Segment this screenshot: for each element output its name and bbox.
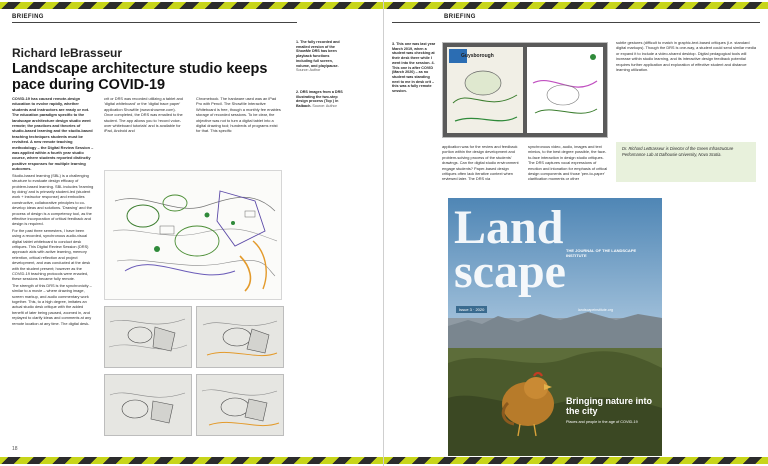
drs-screenshot-1 <box>104 306 192 368</box>
caption-2-credit: Source: Author <box>312 104 337 109</box>
right-page <box>384 0 768 466</box>
drs-map-svg <box>197 375 283 435</box>
body-column-3 <box>196 96 282 164</box>
top-hazard-stripe <box>0 2 383 9</box>
section-kicker: BRIEFING <box>12 14 44 20</box>
body-column-c: subtle gestures (difficult to match in graphic-text-based critiques (i.e. standard digital markups). Though the DRS is one-way, a student could send similar media or expand it to include a video-shared desktop. Digital pedagogical tools will increase within studio learning, and its interactive design feedback potential requires further application and exploration of effective student and distance learning utilization. <box>616 40 756 73</box>
caption-1-credit: Source: Author <box>296 68 321 73</box>
top-hazard-stripe <box>384 2 768 9</box>
cover-masthead <box>454 201 566 298</box>
cover-masthead-line-1: Land <box>454 201 564 254</box>
body-column-b: synchronous video, audio, images and text mimics, to the best degree possible, the face-to-face interaction in design studio critiques. The DRS captures vocal expressions of emotion and intonation for emphasis of critical design components and those 'pen-to-paper' clarification moments or other <box>528 144 608 182</box>
intro-paragraph: COVID-19 has caused remote-design education to evolve rapidly, whether students and instructors are ready or not. The education paradigm specific to the landscape architecture design studio went remote; the practices and theories of studio-based learning and the studio-based teaching techniques students must be revisited. A new remote teaching methodology – the Digital Review Session – was applied within a fourth year studio course, where students reported distinctly positive responses for multiple learning outcomes. <box>12 96 94 172</box>
sketch-plan-svg <box>105 171 283 301</box>
sketch-plan-drawing <box>104 170 282 300</box>
article-headline: Landscape architecture studio keeps pace during COVID-19 <box>12 61 268 93</box>
body-paragraph: For the past three semesters, I have been using a recorded, synchronous audio-visual digital tablet whiteboard to conduct desk critiques. This Digital Review Session (DRS) approach aids with active learning, memory retention, critical reflection and project development, and was conducted at the desk with the student present; however as the COVID-19 teaching protocols were enacted, these sessions became fully remote. <box>12 227 91 282</box>
drs-map-svg <box>105 307 191 367</box>
caption-2-text: 2. DRS images from a DRS illustrating the two-step design process (Top ) in Balbach. <box>296 90 343 109</box>
caption-1 <box>296 40 346 73</box>
body-paragraph: crit or DRS was recorded utilizing a tablet and 'digital whiteboard' or the 'digital trace paper' application ShowMe (www.showme.com). Once completed, the DRS was emailed to the student. The app allows you to 'record voice-over whiteboard tutorials' and is available for iPad, Android and <box>104 96 183 134</box>
body-column-2 <box>104 96 186 164</box>
cover-issue-badge: Issue 3 · 2020 <box>456 306 487 313</box>
kicker-rule <box>392 22 760 23</box>
drs-map-svg <box>105 375 191 435</box>
drs-screenshot-2 <box>196 306 284 368</box>
caption-3: 3. This one was last year March 2019, when a student was checking at their desk there while I went into the session. 4. This one is after COVID (March 2020) – as no student was standing next to me in desk crit – this was a fully remote session. <box>392 42 436 94</box>
caption-2 <box>296 90 346 109</box>
drs-screenshot-4 <box>196 374 284 436</box>
body-paragraph: The strength of this DRS is the synchronicity – similar to a movie – where drawing image, screen markup, and audio commentary work together. This, to a high degree, imitates an actual studio desk critique with the added benefit of later being paused, zoomed in, and replayed to clarify ideas and comments at any remote location at any time. The digital desk- <box>12 282 92 326</box>
kicker-rule <box>12 22 297 23</box>
author-name: Richard leBrasseur <box>12 46 123 60</box>
bottom-hazard-stripe <box>384 457 768 464</box>
caption-1-text: 1. The fully recorded and emailed version of the ShowMe DRS has been playback functions including full screen, volume, and play/pause. <box>296 40 340 68</box>
author-bio-box: Dr. Richard LeBrasseur is Director of the Green Infrastructure Performance Lab at Dalhousie University, Nova Scotia. <box>616 142 756 182</box>
bottom-hazard-stripe <box>0 457 383 464</box>
magazine-cover <box>448 198 662 456</box>
cover-headline: Bringing nature into the city <box>566 396 652 416</box>
section-kicker: BRIEFING <box>444 14 476 20</box>
drs-screenshot-3 <box>104 374 192 436</box>
page-number: 18 <box>12 446 18 452</box>
body-paragraph: Studio-based learning (SBL) is a challenging structure to evaluate design efficacy of problem-based learning. SBL includes 'learning by doing' and is primarily student-led (student work + instructor response) and embodies constructive, collaborative principles to co-develop ideas and solutions. 'Drawing' and the process of design is a competency tool, as the effective incorporation of critical feedback and design is required. <box>12 172 94 227</box>
thumb-label: Guysborough <box>461 53 494 59</box>
body-column-1 <box>12 96 94 451</box>
drs-session-screenshot <box>442 42 608 138</box>
cover-masthead-line-2: scape <box>454 245 566 298</box>
cover-tagline: Places and people in the age of COVID-19 <box>566 420 638 424</box>
drs-map-svg <box>197 307 283 367</box>
body-paragraph: Chromebook. The hardware used was an iPad Pro with Pencil. The ShowMe Interactive Whiteboard is free, though a monthly fee enables storage of recorded sessions. To be clear, the objective was not to turn a digital tablet into a digital drawing tool; hundreds of programs exist for that. This specific <box>196 96 281 134</box>
body-column-a: application was for the review and feedback portion within the design development and problem-solving process of the students' drawings. Can the digital studio environment engage students? Paper-based design critiques often lack iterative context when reviewed later. The DRS via <box>442 144 519 182</box>
cover-url: landscapeinstitute.org <box>578 308 613 312</box>
cover-subtitle: THE JOURNAL OF THE LANDSCAPE INSTITUTE <box>566 248 637 258</box>
